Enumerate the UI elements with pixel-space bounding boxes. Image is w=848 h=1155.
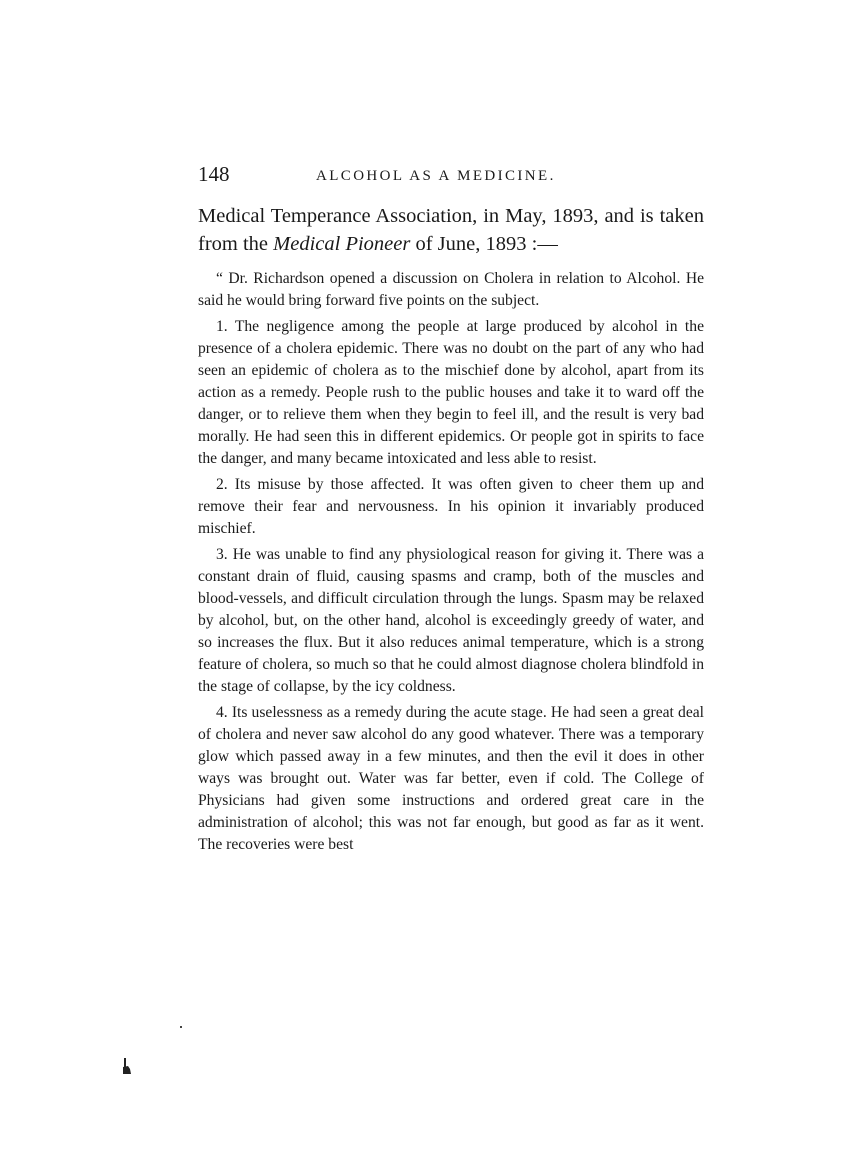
intro-paragraph xyxy=(198,202,704,258)
book-page xyxy=(198,160,704,860)
point-1-paragraph: 1. The negligence among the people at large produced by alcohol in the presence of a cholera epidemic. There was no doubt on the part of any who had seen an epidemic of cholera as to the mischief done by alcohol, apart from its action as a remedy. People rush to the public houses and take it to ward off the danger, or to relieve them when they begin to feel ill, and the result is very bad morally. He had seen this in different epidemics. Or people got in spirits to face the danger, and many became intoxicated and less able to resist. xyxy=(198,318,704,467)
running-title: ALCOHOL AS A MEDICINE. xyxy=(316,168,556,184)
intro-text-end: of June, 1893 :— xyxy=(410,233,558,255)
running-head xyxy=(198,160,704,190)
scan-ink-blot xyxy=(123,1058,131,1074)
page-number: 148 xyxy=(198,162,230,186)
scan-speck xyxy=(180,1026,182,1028)
point-3-paragraph: 3. He was unable to find any physiological reason for giving it. There was a constant drain of fluid, causing spasms and cramp, both of the muscles and blood-vessels, and difficult circulation through the lungs. Spasm may be relaxed by alcohol, but, on the other hand, alcohol is exceedingly greedy of water, and so increases the flux. But it also reduces animal temperature, which is a strong feature of cholera, so much so that he could almost diagnose cholera blindfold in the stage of collapse, by the icy coldness. xyxy=(198,546,704,695)
journal-title: Medical Pioneer xyxy=(273,233,411,255)
point-4-paragraph: 4. Its uselessness as a remedy during the acute stage. He had seen a great deal of cholera and never saw alcohol do any good whatever. There was a temporary glow which passed away in a few minutes, and then the evil it does in other ways was brought out. Water was far better, even if cold. The College of Physicians had given some instructions and ordered great care in the administration of alcohol; this was not far enough, but good as far as it went. The recoveries were best xyxy=(198,704,704,853)
quote-opening-paragraph: “ Dr. Richardson opened a discussion on Cholera in relation to Alcohol. He said he would bring forward five points on the subject. xyxy=(198,270,704,309)
intro-text-start: Medical Temperance Association, in May, 1893, and is taken from the xyxy=(198,205,704,255)
point-2-paragraph: 2. Its misuse by those affected. It was often given to cheer them up and remove their fear and nervousness. In his opinion it invariably produced mischief. xyxy=(198,476,704,537)
